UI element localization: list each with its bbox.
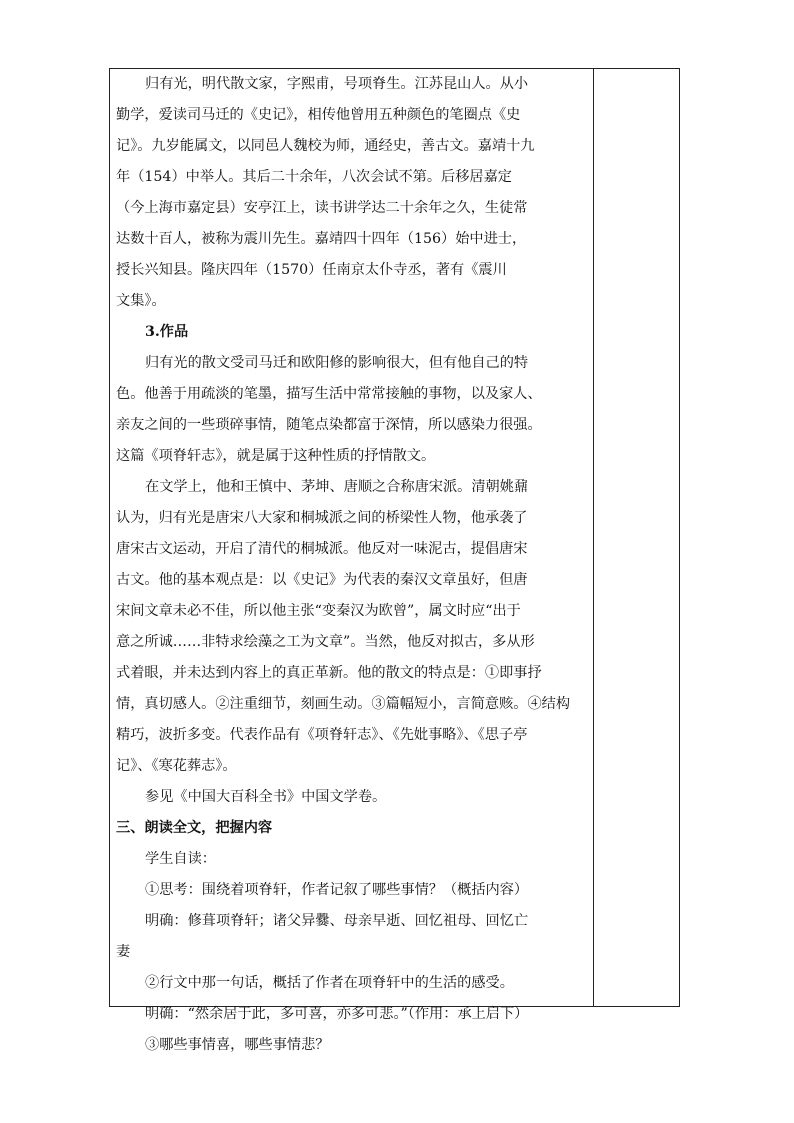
text-line: ②行文中那一句话，概括了作者在项脊轩中的生活的感受。 [145,975,514,991]
text-line: 意之所诚……非特求绘藻之工为文章”。当然，他反对拟古，多从形 [116,634,535,650]
column-divider [593,69,594,1006]
text-line: 年（154）中举人。其后二十余年，八次会试不第。后移居嘉定 [116,169,512,185]
text-line: 勤学，爱读司马迁的《史记》，相传他曾用五种颜色的笔圈点《史 [116,107,521,123]
text-line: 亲友之间的一些琐碎事情，随笔点染都富于深情，所以感染力很强。 [116,417,542,433]
text-line: 在文学上，他和王慎中、茅坤、唐顺之合称唐宋派。清朝姚鼐 [145,479,529,495]
text-line: 达数十百人，被称为震川先生。嘉靖四十四年（156）始中进士， [116,231,527,247]
text-line: 宋间文章未必不佳，所以他主张“变秦汉为欧曾”，属文时应“出于 [116,603,521,619]
text-line: 明确：“然余居于此，多可喜，亦多可悲。”（作用：承上启下） [145,1006,529,1022]
text-line: 参见《中国大百科全书》中国文学卷。 [145,789,387,805]
text-line: 这篇《项脊轩志》，就是属于这种性质的抒情散文。 [116,448,436,464]
text-line: 记》、《寒花葬志》。 [116,758,237,774]
text-line: 归有光的散文受司马迁和欧阳修的影响很大，但有他自己的特 [145,355,529,371]
lesson-table [109,68,680,1053]
text-line: 唐宋古文运动，开启了清代的桐城派。他反对一味泥古，提倡唐宋 [116,541,528,557]
text-line: 授长兴知县。隆庆四年（1570）任南京太仆寺丞，著有《震川 [116,262,507,278]
section-heading: 三、朗读全文，把握内容 [116,820,273,836]
section-heading: 3.作品 [145,324,189,340]
text-line: 色。他善于用疏淡的笔墨，描写生活中常常接触的事物，以及家人、 [116,386,542,402]
text-line: ③哪些事情喜，哪些事情悲？ [145,1037,330,1053]
text-line: 学生自读： [145,851,216,867]
text-line: 记》。九岁能属文，以同邑人魏校为师，通经史，善古文。嘉靖十九 [116,138,535,154]
text-line: 情，真切感人。②注重细节，刻画生动。③篇幅短小，言简意赅。④结构 [116,696,571,712]
text-line: 古文。他的基本观点是：以《史记》为代表的秦汉文章虽好，但唐 [116,572,528,588]
text-line: 归有光，明代散文家，字熙甫，号项脊生。江苏昆山人。从小 [145,76,529,92]
text-line: 明确：修葺项脊轩；诸父异爨、母亲早逝、回忆祖母、回忆亡 [145,913,529,929]
text-line: （今上海市嘉定县）安亭江上，读书讲学达二十余年之久，生徒常 [116,200,528,216]
text-line: 文集》。 [116,293,166,309]
text-line: 认为，归有光是唐宋八大家和桐城派之间的桥梁性人物，他承袭了 [116,510,528,526]
text-line: ①思考：围绕着项脊轩，作者记叙了哪些事情？（概括内容） [145,882,529,898]
text-line: 精巧，波折多变。代表作品有《项脊轩志》、《先妣事略》、《思子亭 [116,727,528,743]
text-line: 式着眼，并未达到内容上的真正革新。他的散文的特点是：①即事抒 [116,665,542,681]
text-line: 妻 [116,944,131,960]
lesson-content-cell [116,69,586,1061]
